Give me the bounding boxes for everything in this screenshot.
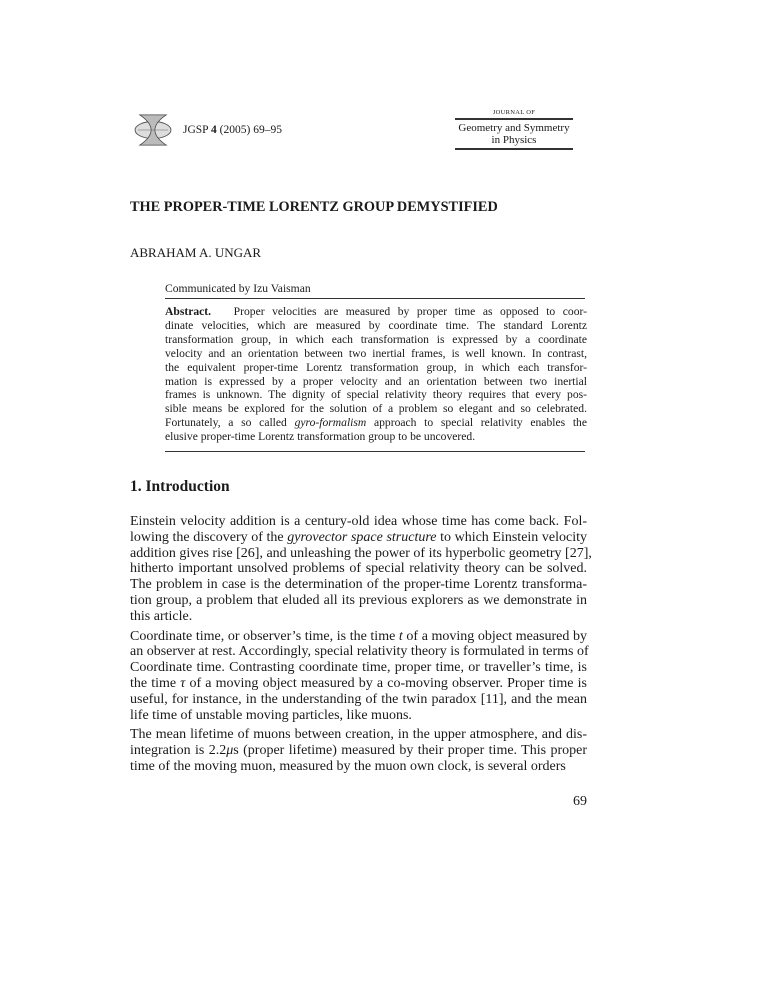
text-segment: Coordinate time, or observer’s time, is the time <box>130 628 399 644</box>
text-segment: The mean lifetime of muons between creation, in the upper atmosphere, and dis- <box>130 727 587 743</box>
text-line <box>130 577 587 593</box>
text-line <box>165 402 587 416</box>
abstract-top-rule <box>165 298 585 299</box>
journal-bottom-rule <box>455 148 573 150</box>
text-segment: mation is expressed by a proper velocity and an orientation between two inertial <box>165 374 587 388</box>
paragraph <box>130 514 592 625</box>
italic-text: μ <box>226 743 234 759</box>
text-line <box>130 692 587 708</box>
text-segment: lowing the discovery of the <box>130 529 288 545</box>
text-segment: Einstein velocity addition is a century-old idea whose time has come back. Fol- <box>130 514 587 529</box>
text-line <box>130 561 587 577</box>
text-segment: dinate velocities, which are measured by coordinate time. The standard Lorentz <box>165 318 587 332</box>
journal-of-label: JOURNAL OF <box>492 109 536 116</box>
text-segment: elusive proper-time Lorentz transformation group to be uncovered. <box>165 430 476 444</box>
text-line <box>130 759 587 775</box>
text-segment: tion group, a problem that eluded all its previous explorers as we demonstrate in <box>130 592 587 608</box>
text-segment: The problem in case is the determination of the proper-time Lorentz transforma- <box>130 577 587 593</box>
text-line <box>165 305 587 319</box>
text-segment: Fortunately, a so called <box>165 416 295 430</box>
text-line <box>130 727 587 743</box>
text-segment: of a moving object measured by <box>402 628 587 644</box>
text-segment: Coordinate time. Contrasting coordinate time, proper time, or traveller’s time, is <box>130 660 587 676</box>
text-line <box>130 593 587 609</box>
italic-text: τ <box>180 675 186 691</box>
text-segment: of a moving object measured by a co-moving observer. Proper time is <box>185 675 587 691</box>
abstract-label: Abstract. <box>165 305 212 318</box>
text-line <box>165 430 587 444</box>
text-line <box>130 514 587 530</box>
text-segment: hitherto important unsolved problems of special relativity theory can be solved. <box>130 561 587 577</box>
body-text <box>130 514 592 779</box>
text-line <box>130 629 587 645</box>
text-line <box>130 676 587 692</box>
text-line <box>130 545 592 562</box>
text-line <box>130 609 587 625</box>
text-segment: sible means be explored for the solution of a problem so elegant and so celebrated. <box>165 402 587 416</box>
journal-name: Geometry and Symmetry in Physics <box>458 122 570 146</box>
abstract-bottom-rule <box>165 451 585 452</box>
journal-reference: JGSP 4 (2005) 69–95 <box>183 124 282 136</box>
text-segment: Proper velocities are measured by proper time as opposed to coor- <box>226 305 587 318</box>
italic-text: gyrovector space structure <box>287 529 437 545</box>
text-segment: s (proper lifetime) measured by their proper time. This proper <box>233 743 587 759</box>
text-segment: frames is unknown. The dignity of special relativity theory requires that every pos- <box>165 388 587 402</box>
jgsp-logo-icon <box>133 113 173 147</box>
text-line <box>130 743 587 759</box>
text-segment: life time of unstable moving particles, like muons. <box>130 707 412 723</box>
paper-title: THE PROPER-TIME LORENTZ GROUP DEMYSTIFIED <box>130 199 498 215</box>
communicated-by: Communicated by Izu Vaisman <box>165 282 311 295</box>
text-line <box>130 708 587 724</box>
text-line <box>130 530 587 546</box>
text-segment: velocity and an orientation between two inertial frames, is well known. In contrast, <box>165 346 587 360</box>
text-segment: transformation group, in which each transformation is expressed by a coordinate <box>165 332 587 346</box>
text-segment: addition gives rise [26], and unleashing the power of its hyperbolic geometry [27], <box>130 545 592 561</box>
section-heading: 1. Introduction <box>130 478 230 495</box>
text-line <box>165 347 587 361</box>
text-line <box>130 644 587 660</box>
text-segment: the time <box>130 675 181 691</box>
page-number: 69 <box>573 794 587 809</box>
author: ABRAHAM A. UNGAR <box>130 245 262 260</box>
text-line <box>165 388 587 402</box>
text-segment: approach to special relativity enables the <box>366 416 587 430</box>
text-line <box>165 319 587 333</box>
text-line <box>165 361 587 375</box>
text-segment: the equivalent proper-time Lorentz transformation group, in which each transfor- <box>165 360 587 374</box>
text-line <box>165 416 587 430</box>
text-segment: to which Einstein velocity <box>436 529 587 545</box>
text-segment: integration is 2.2 <box>130 743 227 759</box>
text-segment: an observer at rest. Accordingly, special relativity theory is formulated in terms of <box>130 644 589 660</box>
abstract <box>165 305 587 444</box>
paragraph <box>130 727 587 774</box>
italic-text: t <box>398 628 403 644</box>
text-line <box>165 375 587 389</box>
italic-text: gyro-formalism <box>294 416 367 430</box>
paragraph <box>130 629 587 724</box>
journal-top-rule <box>455 118 573 120</box>
text-segment: this article. <box>130 608 193 624</box>
text-segment: time of the moving muon, measured by the muon own clock, is several orders <box>130 758 566 774</box>
text-line <box>165 333 587 347</box>
text-line <box>130 660 587 676</box>
text-segment: useful, for instance, in the understanding of the twin paradox [11], and the mean <box>130 691 587 707</box>
